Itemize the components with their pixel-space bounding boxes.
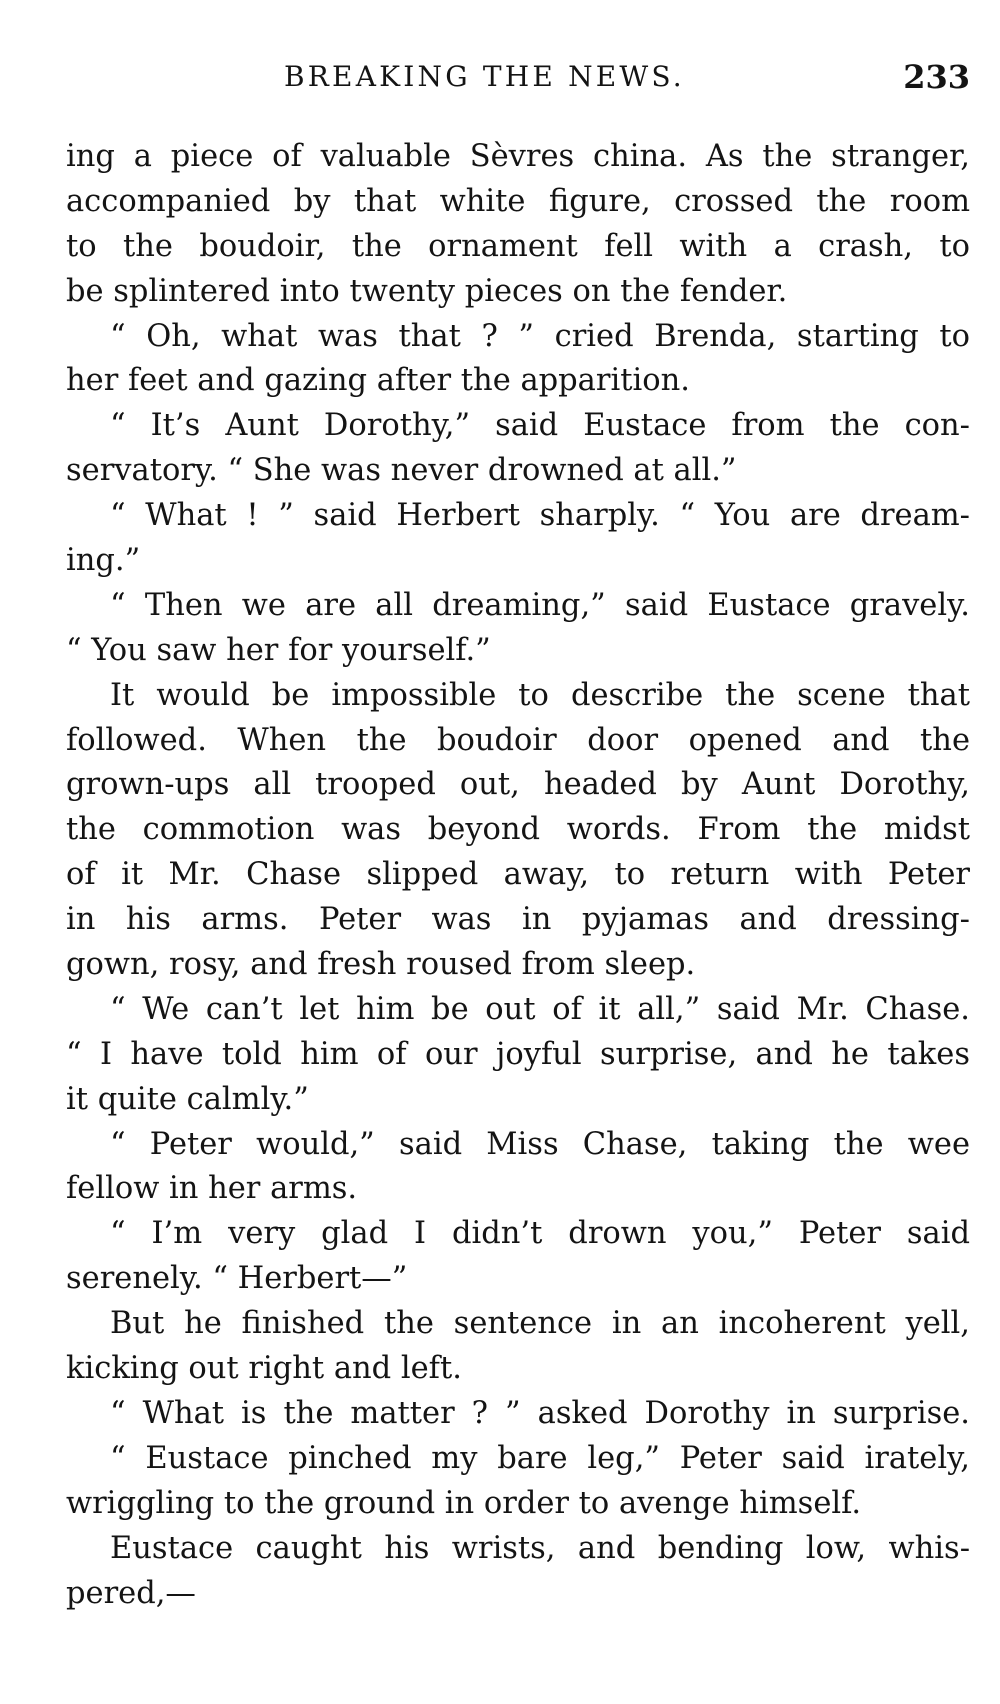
text-line: in his arms. Peter was in pyjamas and dressing- <box>66 902 970 938</box>
text-line: kicking out right and left. <box>66 1351 462 1387</box>
text-line: to the boudoir, the ornament fell with a crash, to <box>66 228 970 264</box>
text-line: ing a piece of valuable Sèvres china. As the stranger, <box>66 139 970 174</box>
text-line: be splintered into twenty pieces on the fender. <box>66 273 788 309</box>
text-line: “ We can’t let him be out of it all,” said Mr. Chase. <box>110 991 970 1027</box>
text-line: “ What is the matter ? ” asked Dorothy in surprise. <box>110 1395 970 1431</box>
running-title: BREAKING THE NEWS. <box>284 60 685 93</box>
text-line: followed. When the boudoir door opened and the <box>66 722 970 758</box>
text-line: “ What ! ” said Herbert sharply. “ You are dream- <box>110 498 970 534</box>
text-line: it quite calmly.” <box>66 1081 309 1117</box>
text-line: “ I have told him of our joyful surprise, and he takes <box>66 1036 970 1072</box>
text-line: Eustace caught his wrists, and bending low, whis- <box>110 1530 970 1566</box>
text-line: pered,— <box>66 1575 196 1611</box>
text-line: “ Eustace pinched my bare leg,” Peter said irately, <box>110 1440 970 1476</box>
book-page <box>66 0 970 1704</box>
text-line: “ I’m very glad I didn’t drown you,” Peter said <box>110 1216 970 1252</box>
text-line: But he finished the sentence in an incoherent yell, <box>110 1306 970 1342</box>
text-line: fellow in her arms. <box>66 1171 358 1207</box>
body-text <box>66 135 970 1616</box>
text-line: accompanied by that white figure, crossed the room <box>66 183 970 219</box>
text-line: grown-ups all trooped out, headed by Aunt Dorothy, <box>66 767 970 803</box>
text-line: servatory. “ She was never drowned at all.” <box>66 453 737 489</box>
text-line: “ Oh, what was that ? ” cried Brenda, starting to <box>110 318 970 354</box>
text-line: of it Mr. Chase slipped away, to return with Peter <box>66 857 970 893</box>
text-line: her feet and gazing after the apparition. <box>66 363 690 399</box>
text-line: “ It’s Aunt Dorothy,” said Eustace from the con- <box>110 408 970 444</box>
text-line: “ Then we are all dreaming,” said Eustace gravely. <box>110 587 970 623</box>
text-line: It would be impossible to describe the scene that <box>110 677 970 713</box>
text-line: serenely. “ Herbert—” <box>66 1261 408 1297</box>
text-line: gown, rosy, and fresh roused from sleep. <box>66 947 696 983</box>
text-line: wriggling to the ground in order to avenge himself. <box>66 1485 862 1521</box>
running-head <box>66 60 970 104</box>
text-line: the commotion was beyond words. From the midst <box>66 812 970 848</box>
page-number: 233 <box>903 58 970 96</box>
text-line: ing.” <box>66 543 141 579</box>
text-line: “ You saw her for yourself.” <box>66 632 491 668</box>
text-line: “ Peter would,” said Miss Chase, taking the wee <box>110 1126 970 1162</box>
